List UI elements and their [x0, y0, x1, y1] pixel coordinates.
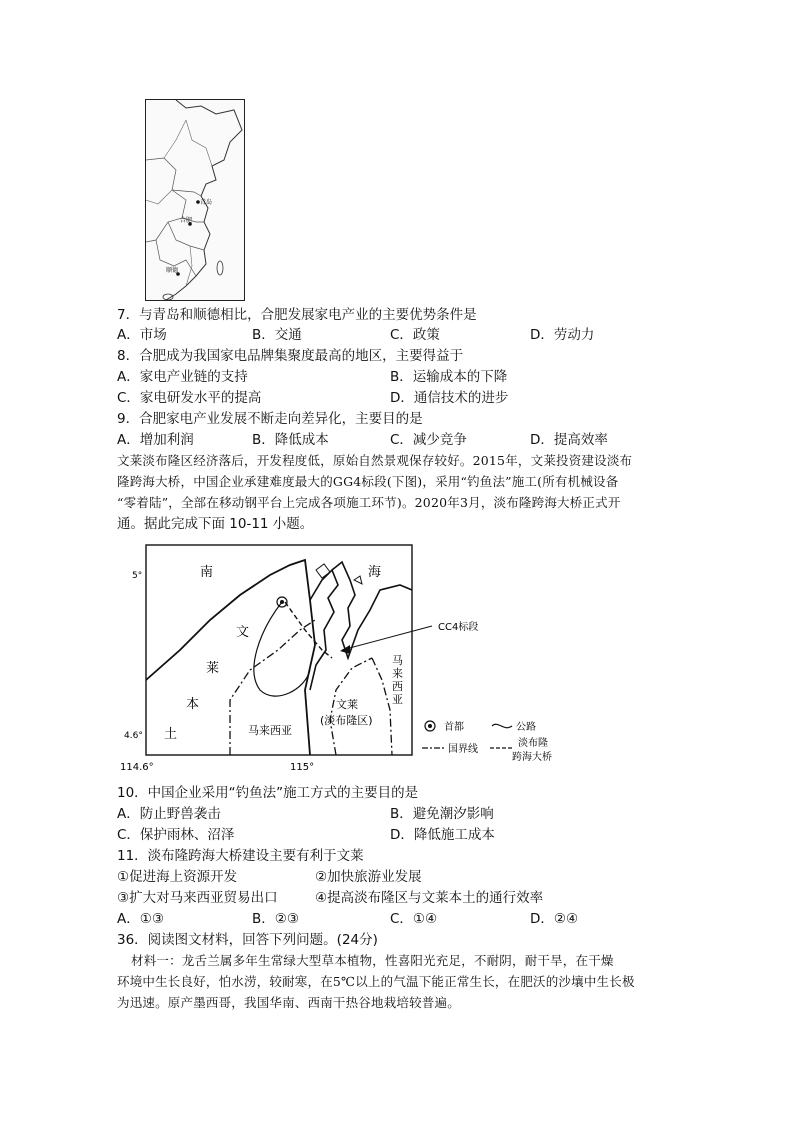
legend-road-label: 公路 — [516, 722, 536, 733]
map2-callout-label: CC4标段 — [438, 622, 479, 633]
temburong-map-svg — [110, 540, 590, 780]
passage-line-2: 隆跨海大桥，中国企业承建难度最大的GG4标段(下图)，采用“钓鱼法”施工(所有机械设备 — [117, 474, 619, 489]
q8-option-a: A．家电产业链的支持 — [117, 369, 248, 385]
q11-option-a: A．①③ — [117, 911, 164, 927]
map2-lat-bottom: 4.6° — [124, 731, 143, 741]
city-label-shunde: 顺德 — [166, 267, 179, 274]
map2-lon-right: 115° — [290, 762, 315, 773]
q11-option-b: B．②③ — [252, 911, 299, 927]
map2-sea-label-2: 海 — [368, 565, 382, 580]
q8-option-d: D．通信技术的进步 — [390, 390, 509, 406]
q36-stem: 36．阅读图文材料，回答下列问题。(24分) — [117, 932, 378, 948]
map2-land-label-2: 莱 — [206, 661, 220, 676]
q10-option-d: D．降低施工成本 — [390, 827, 495, 843]
map2-malaysia-right-1: 马 — [392, 654, 403, 667]
q10-option-c: C．保护雨林、沼泽 — [117, 827, 235, 843]
map2-malaysia-right-4: 亚 — [392, 693, 403, 706]
q36-material-line-3: 为迅速。原产墨西哥，我国华南、西南干热谷地栽培较普遍。 — [117, 995, 460, 1010]
q10-option-b: B．避免潮汐影响 — [390, 806, 494, 822]
map2-malaysia-center-label: 马来西亚 — [248, 724, 292, 737]
map2-land-label-1: 文 — [236, 625, 250, 640]
legend-capital-label: 首都 — [444, 722, 464, 733]
legend-bridge-label-2: 跨海大桥 — [512, 752, 552, 763]
map2-brunei-label: 文莱 — [336, 698, 358, 711]
q11-stem: 11．淡布隆跨海大桥建设主要有利于文莱 — [117, 848, 364, 864]
legend-bridge-label-1: 淡布隆 — [518, 738, 548, 749]
legend-border-label: 国界线 — [448, 744, 478, 755]
china-map-figure — [145, 99, 245, 301]
passage-line-1: 文莱淡布隆区经济落后，开发程度低，原始自然景观保存较好。2015年，文莱投资建设淡布 — [117, 453, 633, 468]
map2-brunei-district-label: (淡布隆区) — [320, 714, 373, 727]
q7-option-b: B．交通 — [252, 327, 302, 343]
q7-option-d: D．劳动力 — [530, 327, 595, 343]
q36-material-line-2: 环境中生长良好，怕水涝，较耐寒，在5℃以上的气温下能正常生长，在肥沃的沙壤中生长极 — [117, 974, 635, 989]
q8-stem: 8．合肥成为我国家电品牌集聚度最高的地区，主要得益于 — [117, 348, 464, 364]
q7-stem: 7．与青岛和顺德相比，合肥发展家电产业的主要优势条件是 — [117, 307, 477, 323]
q8-option-b: B．运输成本的下降 — [390, 369, 508, 385]
q11-item-3: ③扩大对马来西亚贸易出口 — [117, 890, 278, 906]
q9-option-d: D．提高效率 — [530, 432, 608, 448]
city-label-hefei: 合肥 — [180, 217, 193, 224]
passage-line-4: 通。据此完成下面 10-11 小题。 — [117, 516, 314, 532]
q9-stem: 9．合肥家电产业发展不断走向差异化，主要目的是 — [117, 411, 423, 427]
temburong-map-figure — [110, 540, 590, 780]
map2-lat-top: 5° — [132, 571, 143, 581]
map2-land-label-3: 本 — [186, 697, 200, 712]
q10-option-a: A．防止野兽袭击 — [117, 806, 221, 822]
q10-stem: 10．中国企业采用“钓鱼法”施工方式的主要目的是 — [117, 785, 419, 801]
map2-malaysia-right-3: 西 — [392, 680, 403, 693]
city-label-qingdao: 青岛 — [200, 199, 213, 206]
q11-option-d: D．②④ — [530, 911, 579, 927]
q9-option-c: C．减少竞争 — [390, 432, 467, 448]
q7-option-a: A．市场 — [117, 327, 167, 343]
q7-option-c: C．政策 — [390, 327, 440, 343]
q8-option-c: C．家电研发水平的提高 — [117, 390, 262, 406]
q11-item-4: ④提高淡布隆区与文莱本土的通行效率 — [315, 890, 544, 906]
q11-item-2: ②加快旅游业发展 — [315, 869, 422, 885]
q36-material-line-1: 材料一：龙舌兰属多年生常绿大型草本植物，性喜阳光充足，不耐阴，耐干旱，在干燥 — [131, 953, 614, 968]
q11-option-c: C．①④ — [390, 911, 438, 927]
map2-lon-left: 114.6° — [120, 762, 154, 773]
q9-option-a: A．增加利润 — [117, 432, 194, 448]
passage-line-3: “零着陆”，全部在移动钢平台上完成各项施工环节)。2020年3月，淡布隆跨海大桥正式开 — [117, 495, 621, 510]
map2-legend — [422, 720, 552, 763]
map2-sea-label-1: 南 — [200, 565, 214, 580]
map2-land-label-4: 土 — [164, 727, 178, 742]
q9-option-b: B．降低成本 — [252, 432, 329, 448]
china-map-svg — [146, 100, 244, 300]
map2-malaysia-right-2: 来 — [392, 667, 403, 680]
q11-item-1: ①促进海上资源开发 — [117, 869, 238, 885]
